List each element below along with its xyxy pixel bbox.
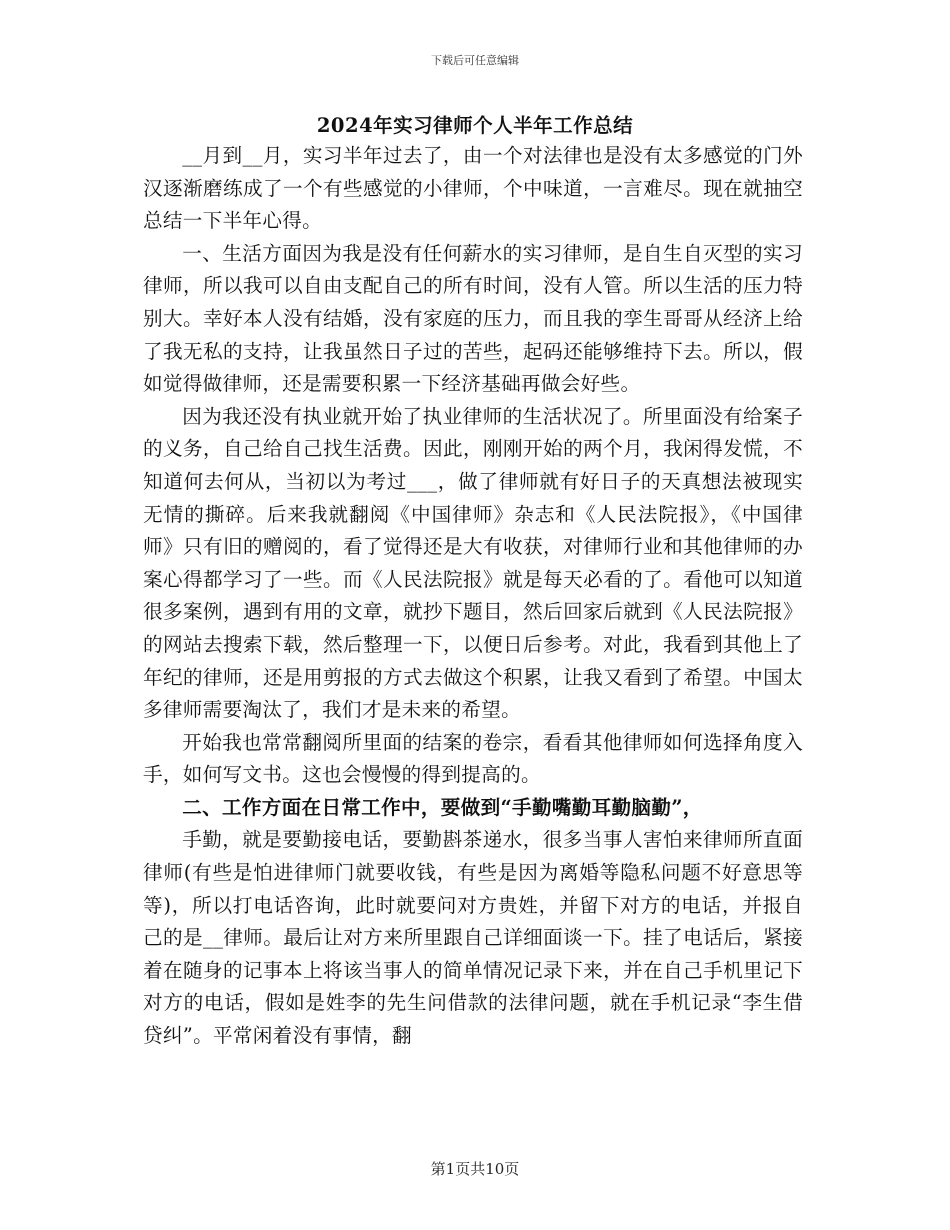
paragraph-intro: __月到__月，实习半年过去了，由一个对法律也是没有太多感觉的门外汉逐渐磨练成了一个有些感觉的小律师，个中味道，一言难尽。现在就抽空总结一下半年心得。 xyxy=(143,144,803,233)
document-title: 2024年实习律师个人半年工作总结 xyxy=(316,114,634,137)
paragraph-practice: 因为我还没有执业就开始了执业律师的生活状况了。所里面没有给案子的义务，自己给自己找生活费。因此，刚刚开始的两个月，我闲得发慌，不知道何去何从，当初以为考过___，做了律师就有好日子的天真想法被现实无情的撕碎。后来我就翻阅《中国律师》杂志和《人民法院报》，《中国律师》只有旧的赠阅的，看了觉得还是大有收获，对律师行业和其他律师的办案心得都学习了一些。而《人民法院报》就是每天必看的了。看他可以知道很多案例，遇到有用的文章，就抄下题目，然后回家后就到《人民法院报》的网站去搜索下载，然后整理一下，以便日后参考。对此，我看到其他上了年纪的律师，还是用剪报的方式去做这个积累，让我又看到了希望。中国太多律师需要淘汰了，我们才是未来的希望。 xyxy=(143,404,803,722)
page-header-note: 下载后可任意编辑 xyxy=(431,54,519,67)
section-heading-work: 二、工作方面在日常工作中，要做到“手勤嘴勤耳勤脑勤”， xyxy=(182,795,703,819)
paragraph-diligence: 手勤，就是要勤接电话，要勤斟茶递水，很多当事人害怕来律师所直面律师(有些是怕进律师门就要收钱，有些是因为离婚等隐私问题不好意思等等)，所以打电话咨询，此时就要问对方贵姓，并留下对方的电话，并报自己的是__律师。最后让对方来所里跟自己详细面谈一下。挂了电话后，紧接着在随身的记事本上将该当事人的简单情况记录下来，并在自己手机里记下对方的电话，假如是姓李的先生问借款的法律问题，就在手机记录“李生借贷纠”。平常闲着没有事情，翻 xyxy=(143,828,803,1048)
paragraph-life: 一、生活方面因为我是没有任何薪水的实习律师，是自生自灭型的实习律师，所以我可以自由支配自己的所有时间，没有人管。所以生活的压力特别大。幸好本人没有结婚，没有家庭的压力，而且我的孪生哥哥从经济上给了我无私的支持，让我虽然日子过的苦些，起码还能够维持下去。所以，假如觉得做律师，还是需要积累一下经济基础再做会好些。 xyxy=(143,241,803,396)
document-body xyxy=(143,140,803,1053)
page-footer-number: 第1页共10页 xyxy=(430,1160,520,1178)
paragraph-case-files: 开始我也常常翻阅所里面的结案的卷宗，看看其他律师如何选择角度入手，如何写文书。这也会慢慢的得到提高的。 xyxy=(143,730,803,787)
